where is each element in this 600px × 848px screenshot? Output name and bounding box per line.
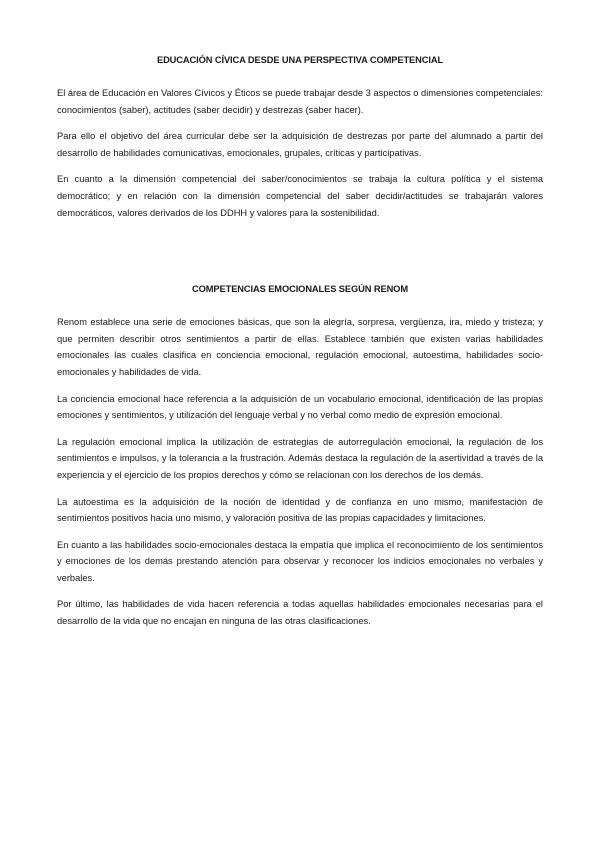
paragraph: La conciencia emocional hace referencia a la adquisición de un vocabulario emocional, identificación de las propias emociones y sentimientos, y utilización del lenguaje verbal y no verbal como medio de expresión emocional.: [57, 393, 543, 421]
paragraph: La regulación emocional implica la utilización de estrategias de autorregulación emocional, la regulación de los sentimientos e impulsos, y la tolerancia a la frustración. Además destaca la regulación de la asertividad a través de la experiencia y el ejercicio de los propios derechos y cómo se relacionan con los derechos de los demás.: [57, 436, 543, 480]
paragraph: Por último, las habilidades de vida hacen referencia a todas aquellas habilidades emocionales necesarias para el desarrollo de la vida que no encajan en ninguna de las otras clasificaciones.: [57, 599, 543, 627]
section-competencias-emocionales: [57, 281, 543, 630]
paragraph: Para ello el objetivo del área curricular debe ser la adquisición de destrezas por parte del alumnado a partir del desarrollo de habilidades comunicativas, emocionales, grupales, críticas y participativas.: [57, 131, 543, 158]
section-educacion-civica: [57, 52, 543, 221]
section-title: COMPETENCIAS EMOCIONALES SEGÚN RENOM: [192, 284, 408, 295]
document-page: [57, 52, 543, 640]
paragraph: Renom establece una serie de emociones básicas, que son la alegría, sorpresa, vergüenza, ira, miedo y tristeza; y que permiten describir otros sentimientos a partir de ellas. Establece también que existen varias habilidades emocionales las cuales clasifica en conciencia emocional, regulación emocional, autoestima, habilidades socio-emocionales y habilidades de vida.: [57, 317, 543, 377]
paragraph: El área de Educación en Valores Cívicos y Éticos se puede trabajar desde 3 aspectos o dimensiones competenciales: conocimientos (saber), actitudes (saber decidir) y destrezas (saber hacer).: [57, 88, 543, 115]
paragraph: La autoestima es la adquisición de la noción de identidad y de confianza en uno mismo, manifestación de sentimientos positivos hacia uno mismo, y valoración positiva de las propias capacidades y limitaciones.: [57, 496, 543, 524]
section-title: EDUCACIÓN CÍVICA DESDE UNA PERSPECTIVA COMPETENCIAL: [156, 55, 444, 65]
section-spacer: [57, 231, 543, 281]
paragraph: En cuanto a las habilidades socio-emocionales destaca la empatía que implica el reconocimiento de los sentimientos y emociones de los demás prestando atención para observar y reconocer los indicios emocionales no verbales y verbales.: [57, 539, 543, 583]
paragraph: En cuanto a la dimensión competencial del saber/conocimientos se trabaja la cultura política y el sistema democrático; y en relación con la dimensión competencial del saber decidir/actitudes se trabajarán valores democráticos, valores derivados de los DDHH y valores para la sostenibilidad.: [57, 174, 543, 218]
